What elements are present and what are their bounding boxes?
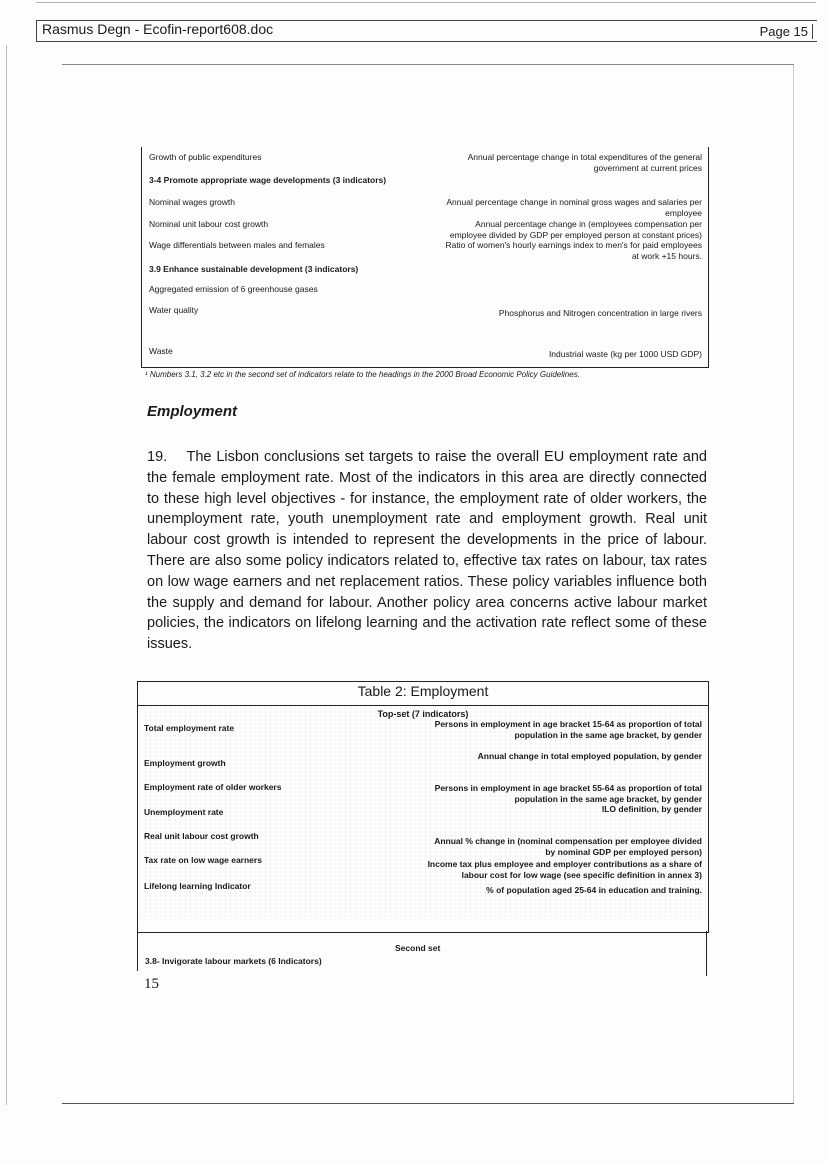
second-set-heading: 3.8- Invigorate labour markets (6 Indicators)	[145, 956, 322, 966]
document-title: Rasmus Degn - Ecofin-report608.doc	[42, 21, 274, 37]
indicator-definition: Phosphorus and Nitrogen concentration in large rivers	[498, 308, 702, 318]
indicator-definition: Annual percentage change in total expenditures of the general government at current prices	[467, 152, 702, 173]
indicator-name: Employment rate of older workers	[144, 782, 282, 792]
indicator-name: Employment growth	[144, 758, 226, 768]
indicator-name: Water quality	[149, 305, 199, 315]
indicator-name: Nominal unit labour cost growth	[149, 219, 269, 229]
section-heading-text: 3.9 Enhance sustainable development (3 indicators)	[149, 264, 359, 274]
indicator-name: Tax rate on low wage earners	[144, 855, 262, 865]
employment-table	[137, 681, 709, 933]
indicator-definition: % of population aged 25-64 in education and training.	[486, 885, 702, 895]
page-top-rule	[62, 64, 794, 65]
indicator-name: Total employment rate	[144, 723, 235, 733]
indicator-definition: Ratio of women's hourly earnings index to men's for paid employees at work +15 hours.	[445, 240, 702, 261]
second-set-label: Second set	[395, 943, 441, 953]
indicator-definition: Annual change in total employed population, by gender	[477, 751, 702, 761]
table-footnote: ¹ Numbers 3.1, 3.2 etc in the second set of indicators relate to the headings in the 2000 Broad Economic Policy Guidelines.	[145, 370, 580, 379]
indicator-name: Growth of public expenditures	[149, 152, 262, 162]
indicator-definition: Persons in employment in age bracket 55-64 as proportion of total population in the same age bracket, by gender	[434, 783, 702, 804]
topset-heading: Top-set (7 indicators)	[377, 709, 469, 719]
page-bottom-rule	[62, 1103, 794, 1104]
indicator-table	[141, 147, 709, 368]
indicator-definition: Annual % change in (nominal compensation per employee divided by nominal GDP per employed person)	[434, 836, 702, 857]
top-scan-line	[36, 2, 816, 3]
indicator-definition: Income tax plus employee and employer contributions as a share of labour cost for low wage (see specific definition in annex 3)	[427, 859, 702, 880]
indicator-name: Real unit labour cost growth	[144, 831, 259, 841]
indicator-name: Unemployment rate	[144, 807, 224, 817]
table-title: Table 2: Employment	[357, 683, 489, 699]
section-heading-text: 3-4 Promote appropriate wage developments (3 indicators)	[149, 175, 387, 185]
indicator-definition: Persons in employment in age bracket 15-64 as proportion of total population in the same age bracket, by gender	[434, 719, 702, 740]
table-continuation-left	[137, 931, 138, 971]
indicator-name: Aggregated emission of 6 greenhouse gases	[149, 284, 318, 294]
right-page-edge	[793, 64, 794, 1104]
indicator-definition: Annual percentage change in nominal gross wages and salaries per employee	[446, 197, 702, 218]
indicator-definition: Annual percentage change in (employees compensation per employee divided by GDP per employed person at constant prices)	[449, 219, 702, 240]
indicator-name: Waste	[149, 346, 173, 356]
indicator-definition: ILO definition, by gender	[601, 804, 702, 814]
table-continuation-right	[706, 931, 707, 976]
left-scan-edge	[6, 45, 7, 1105]
indicator-name: Nominal wages growth	[149, 197, 235, 207]
body-paragraph: 19. The Lisbon conclusions set targets to raise the overall EU employment rate and the female employment rate. Most of the indicators in this area are directly connected to these high level objectives - for instance, the employment rate of older workers, the unemployment rate, youth unemployment rate and employment growth. Real unit labour cost growth is intended to represent the developments in the price of labour. There are also some policy indicators related to, effective tax rates on labour, tax rates on low wage earners and net replacement ratios. These policy variables influence both the supply and demand for labour. Another policy area concerns active labour market policies, the indicators on lifelong learning and the activation rate reflect some of these issues.	[147, 449, 712, 653]
indicator-name: Lifelong learning Indicator	[144, 881, 251, 891]
indicator-definition: Industrial waste (kg per 1000 USD GDP)	[548, 349, 702, 359]
section-title: Employment	[147, 403, 238, 420]
page-number: 15	[144, 976, 159, 992]
indicator-name: Wage differentials between males and females	[149, 240, 325, 250]
page-label: Page 15	[760, 24, 813, 39]
